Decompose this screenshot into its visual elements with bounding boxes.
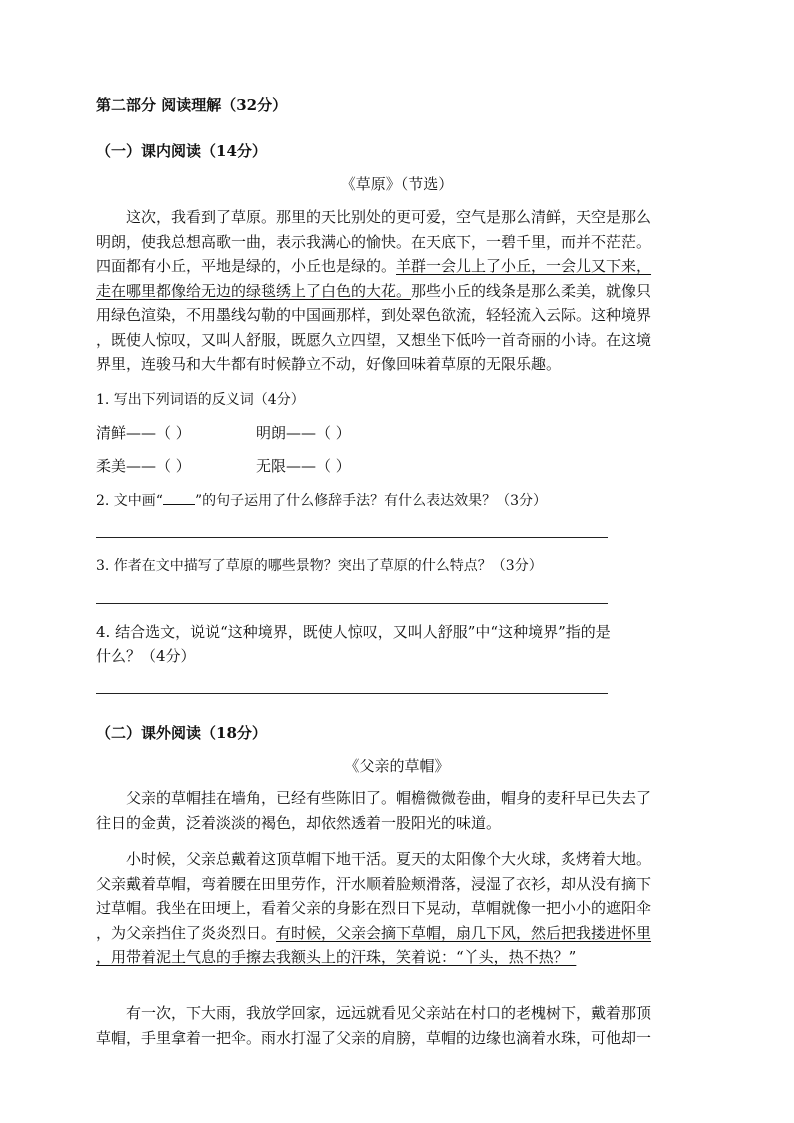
answer-line-q3[interactable]: [96, 603, 608, 604]
q2-text: 2. 文中画“: [96, 493, 163, 509]
passage2-text: ，为父亲挡住了炎炎烈日。: [96, 923, 277, 942]
passage1-line: 这次，我看到了草原。那里的天比别处的更可爱，空气是那么清鲜，天空是那么: [126, 208, 652, 226]
q1-item-roumei: 柔美——（ ）: [96, 457, 191, 475]
question-2-prompt: [96, 490, 547, 511]
passage2-title: 《父亲的草帽》: [344, 757, 450, 775]
q1-item-wuxian: 无限——（ ）: [256, 457, 351, 475]
passage1-text: 四面都有小丘，平地是绿的，小丘也是绿的。: [96, 257, 397, 275]
section2-heading: （二）课外阅读（18分）: [96, 724, 267, 742]
answer-line-q4[interactable]: [96, 693, 608, 694]
question-4-prompt-line2: 什么？（4分）: [96, 647, 196, 665]
passage2-line: 父亲戴着草帽，弯着腰在田里劳作，汗水顺着脸颊滑落，浸湿了衣衫，却从没有摘下: [96, 874, 652, 893]
passage2-para3: [96, 1001, 692, 1050]
underlined-sentence: ，用带着泥土气息的手擦去我额头上的汗珠，笑着说：“丫头，热不热？”: [96, 948, 577, 966]
section1-heading: （一）课内阅读（14分）: [96, 142, 267, 160]
passage1-text: 那些小丘的线条是那么柔美，就像只: [411, 281, 652, 300]
question-1-prompt: 1. 写出下列词语的反义词（4分）: [96, 392, 305, 408]
answer-line-q2[interactable]: [96, 537, 608, 538]
passage1-line: ，既使人惊叹，又叫人舒服，既愿久立四望，又想坐下低吟一首奇丽的小诗。在这境: [96, 330, 652, 349]
passage2-para1: [96, 786, 692, 835]
passage1-line: [96, 254, 692, 279]
question-3-prompt: 3. 作者在文中描写了草原的哪些景物？突出了草原的什么特点？（3分）: [96, 558, 543, 574]
passage2-line: 草帽，手里拿着一把伞。雨水打湿了父亲的肩膀，草帽的边缘也滴着水珠，可他却一: [96, 1028, 652, 1047]
part-title: 第二部分 阅读理解（32分）: [96, 96, 288, 114]
passage2-line: 有一次，下大雨，我放学回家，远远就看见父亲站在村口的老槐树下，戴着那顶: [126, 1004, 652, 1022]
q1-item-qingxian: 清鲜——（ ）: [96, 424, 191, 442]
passage1-line: 用绿色渲染，不用墨线勾勒的中国画那样，到处翠色欲流，轻轻流入云际。这种境界: [96, 306, 652, 324]
passage1-line: [96, 279, 692, 304]
passage2-line: 父亲的草帽挂在墙角，已经有些陈旧了。帽檐微微卷曲，帽身的麦秆早已失去了: [126, 789, 652, 807]
passage2-line: 过草帽。我坐在田埂上，看着父亲的身影在烈日下晃动，草帽就像一把小小的遮阳伞: [96, 899, 652, 917]
underline-blank: [163, 490, 195, 505]
question-4-prompt-line1: 4. 结合选文，说说“这种境界，既使人惊叹，又叫人舒服”中“这种境界”指的是: [96, 623, 611, 641]
passage1-body: [96, 205, 692, 377]
q2-text: ”的句子运用了什么修辞手法？有什么表达效果？（3分）: [194, 493, 548, 509]
passage1-line: 明朗，使我总想高歌一曲，表示我满心的愉快。在天底下，一碧千里，而并不茫茫。: [96, 232, 652, 251]
underlined-sentence: 羊群一会儿上了小丘，一会儿又下来，: [396, 257, 652, 275]
passage2-line: [96, 945, 692, 970]
passage1-title: 《草原》（节选）: [340, 175, 454, 193]
passage1-line: 界里，连骏马和大牛都有时候静立不动，好像回味着草原的无限乐趣。: [96, 355, 562, 373]
passage2-para2: [96, 847, 692, 970]
underlined-sentence: 走在哪里都像给无边的绿毯绣上了白色的大花。: [96, 281, 412, 300]
q1-item-minglang: 明朗——（ ）: [256, 424, 351, 442]
passage2-line: 往日的金黄，泛着淡淡的褐色，却依然透着一股阳光的味道。: [96, 813, 502, 832]
passage2-line: [96, 921, 692, 946]
underlined-sentence: 有时候，父亲会摘下草帽，扇几下风，然后把我搂进怀里: [276, 923, 652, 942]
passage2-line: 小时候，父亲总戴着这顶草帽下地干活。夏天的太阳像个大火球，炙烤着大地。: [126, 850, 652, 868]
